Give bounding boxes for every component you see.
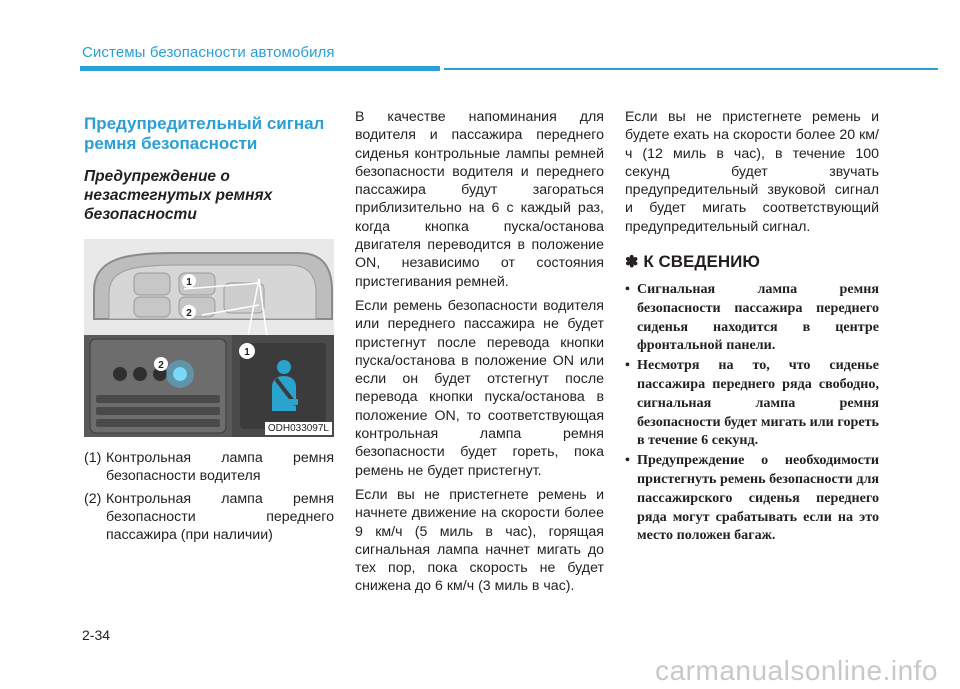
bullet-text: Несмотря на то, что сиденье пассажира переднего ряда свободно, сигнальная лампа ремня безопасности будет мигать или гореть в течение 6 секунд. bbox=[637, 357, 879, 449]
callout-list bbox=[84, 449, 334, 544]
bullet-icon: • bbox=[625, 357, 630, 374]
watermark: carmanualsonline.info bbox=[655, 655, 938, 686]
seatbelt-lamp-figure bbox=[84, 239, 334, 437]
list-text: Контрольная лампа ремня безопасности водителя bbox=[106, 450, 334, 485]
section-heading: Предупредительный сигнал ремня безопасности bbox=[84, 114, 325, 153]
list-number: (1) bbox=[84, 450, 102, 466]
list-number: (2) bbox=[84, 490, 102, 507]
bullet-text: Предупреждение о необходимости пристегнуть ремень безопасности для пассажирского сиденья переднего ряда могут срабатывать если на это место положен багаж. bbox=[637, 452, 879, 544]
svg-text:2: 2 bbox=[158, 360, 164, 371]
svg-text:1: 1 bbox=[244, 347, 250, 358]
header-rule-thick bbox=[80, 66, 440, 71]
paragraph: Если вы не пристегнете ремень и будете ехать на скорости более 20 км/ч (12 миль в час), в течение 100 секунд будет звучать предупредительный звуковой сигнал и будет мигать соответствующий предупредительный сигнал. bbox=[625, 109, 879, 235]
note-asterisk-icon: ✽ bbox=[625, 254, 639, 272]
section-header: Системы безопасности автомобиля bbox=[82, 44, 335, 61]
svg-text:1: 1 bbox=[186, 277, 192, 288]
paragraph: Если вы не пристегнете ремень и начнете движение на скорости более 9 км/ч (5 миль в час), горящая сигнальная лампа начнет мигать до тех пор, пока скорость не будет снижена до 6 км/ч (3 миль в час). bbox=[355, 486, 604, 595]
note-bullets bbox=[625, 280, 879, 545]
note-title: К СВЕДЕНИЮ bbox=[643, 252, 760, 272]
bullet-text: Сигнальная лампа ремня безопасности пассажира переднего сиденья находится в центре фронтальной панели. bbox=[637, 281, 879, 354]
header-rule-thin bbox=[444, 68, 938, 70]
paragraph: Если ремень безопасности водителя или переднего пассажира не будет пристегнут после перевода кнопки пуска/останова в положение ON или если он будет отстегнут после перевода кнопки пуска/останова в положение ON, то соответствующая контрольная лампа ремня безопасности будет гореть, пока ремень не будет пристегнут. bbox=[355, 297, 604, 479]
bullet-icon: • bbox=[625, 452, 630, 469]
car-illustration bbox=[84, 239, 334, 437]
note-heading bbox=[625, 252, 879, 272]
list-item bbox=[625, 451, 879, 545]
svg-text:2: 2 bbox=[186, 308, 192, 319]
column-middle bbox=[355, 108, 604, 602]
figure-code: ODH033097L bbox=[265, 422, 332, 435]
paragraph: В качестве напоминания для водителя и пассажира переднего сиденья контрольные лампы ремней безопасности водителя и переднего пассажира будут загораться приблизительно на 6 с каждый раз, когда кнопка пуска/останова двигателя переводится в положение ON, независимо от состояния пристегивания ремней. bbox=[355, 109, 604, 290]
list-item bbox=[84, 449, 334, 486]
bullet-icon: • bbox=[625, 281, 630, 298]
column-right bbox=[625, 108, 879, 546]
subsection-heading: Предупреждение о незастегнутых ремнях безопасности bbox=[84, 168, 273, 223]
column-left bbox=[84, 108, 334, 548]
list-text: Контрольная лампа ремня безопасности переднего пассажира (при наличии) bbox=[106, 490, 334, 544]
list-item bbox=[84, 490, 334, 545]
page-number: 2-34 bbox=[82, 627, 111, 643]
list-item bbox=[625, 280, 879, 355]
list-item bbox=[625, 356, 879, 450]
